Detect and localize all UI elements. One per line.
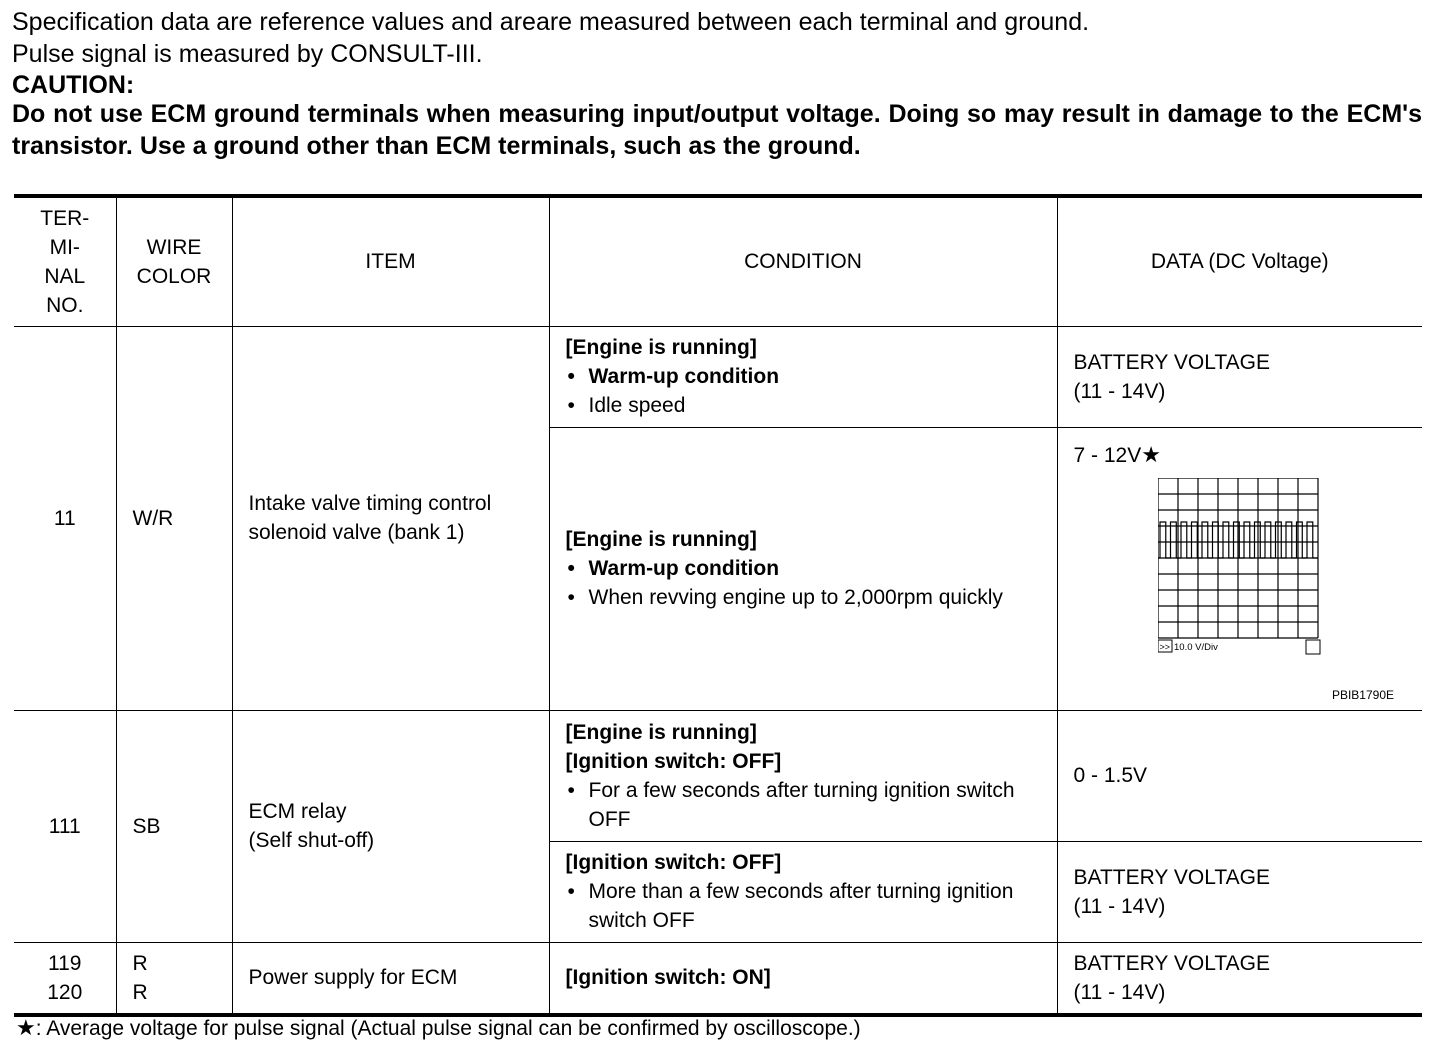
item-cell: Power supply for ECM (232, 942, 549, 1015)
scope-scale-label: 10.0 V/Div (1173, 641, 1218, 653)
spec-note: Specification data are reference values and areare measured between each terminal and ground. (12, 8, 1090, 36)
caution-title: CAUTION: (12, 71, 135, 99)
scope-corner-box (1306, 640, 1320, 654)
condition-cell: [Engine is running] [Ignition switch: OFF] • For a few seconds after turning ignition switch OFF (549, 710, 1057, 841)
header-condition: CONDITION (549, 196, 1057, 326)
data-cell: BATTERY VOLTAGE (11 - 14V) (1057, 326, 1422, 427)
intro-block (12, 6, 1432, 162)
wire-color: W/R (116, 326, 232, 710)
oscilloscope-waveform-figure (1158, 478, 1324, 658)
table-header-row (14, 196, 1422, 326)
pulse-voltage-value: 7 - 12V★ (1073, 441, 1161, 467)
condition-cell: [Ignition switch: OFF] • More than a few seconds after turning ignition switch OFF (549, 841, 1057, 942)
data-cell: 0 - 1.5V (1057, 710, 1422, 841)
ecm-terminal-table (14, 194, 1422, 1017)
data-cell-waveform (1057, 427, 1422, 710)
table-row (14, 710, 1422, 841)
scope-marker: >> (1159, 641, 1170, 652)
data-cell: BATTERY VOLTAGE (11 - 14V) (1057, 942, 1422, 1015)
table-row (14, 942, 1422, 1015)
figure-code: PBIB1790E (1331, 687, 1394, 702)
item-cell: ECM relay (Self shut-off) (232, 710, 549, 942)
condition-cell: [Engine is running] • Warm-up condition • Idle speed (549, 326, 1057, 427)
header-item: ITEM (232, 196, 549, 326)
data-cell: BATTERY VOLTAGE (11 - 14V) (1057, 841, 1422, 942)
wire-color: R R (116, 942, 232, 1015)
condition-cell: [Engine is running] • Warm-up condition • When revving engine up to 2,000rpm quickly (549, 427, 1057, 710)
caution-body: Do not use ECM ground terminals when measuring input/output voltage. Doing so may result in damage to the ECM's transistor. Use a ground other than ECM terminals, such as the ground. (12, 100, 1422, 160)
header-terminal-no: TER- MI- NAL NO. (14, 196, 116, 326)
footnote (16, 1014, 861, 1043)
terminal-no: 111 (14, 710, 116, 942)
wire-color: SB (116, 710, 232, 942)
item-cell: Intake valve timing control solenoid valve (bank 1) (232, 326, 549, 710)
header-data: DATA (DC Voltage) (1057, 196, 1422, 326)
star-icon: ★ (16, 1015, 36, 1040)
footnote-text: : Average voltage for pulse signal (Actual pulse signal can be confirmed by oscilloscope.) (35, 1017, 861, 1040)
star-icon: ★ (1141, 441, 1161, 467)
terminal-no: 119 120 (14, 942, 116, 1015)
header-wire-color: WIRE COLOR (116, 196, 232, 326)
condition-cell: [Ignition switch: ON] (549, 942, 1057, 1015)
pulse-note: Pulse signal is measured by CONSULT-III. (12, 40, 483, 68)
table-row (14, 326, 1422, 427)
terminal-no: 11 (14, 326, 116, 710)
